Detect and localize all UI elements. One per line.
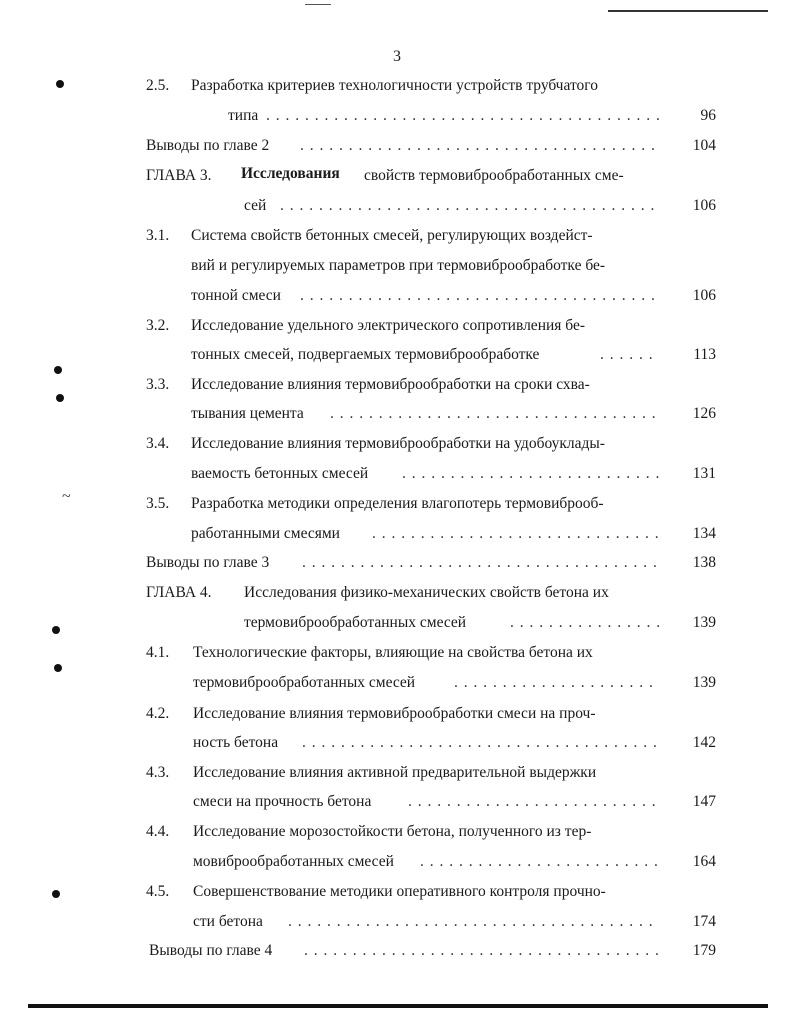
toc-title: сти бетона (193, 913, 263, 930)
toc-page-number: 113 (693, 346, 716, 363)
toc-title: Исследования физико-механических свойств бетона их (244, 584, 609, 601)
toc-label: 3.1. (146, 227, 170, 244)
toc-leader-dots: . . . . . . . . . . . . . . . . (510, 614, 662, 631)
toc-page-number: 164 (692, 853, 716, 870)
toc-leader-dots: . . . . . . . . . . . . . . . . . . . . . . . . . . . . . . . . . . . . . . . . . (266, 107, 661, 124)
toc-leader-dots: . . . . . . . . . . . . . . . . . . . . . . . . . . . . . . . . . . . . . (302, 554, 658, 571)
toc-title: термовиброобработанных смесей (193, 674, 416, 691)
toc-leader-dots: . . . . . . . . . . . . . . . . . . . . . . . . . . . . . . . . . . . . . (300, 287, 656, 304)
toc-page-number: 139 (692, 614, 716, 631)
toc-title: тывания цемента (191, 405, 304, 422)
toc-label: 2.5. (146, 77, 170, 94)
toc-title: сей (244, 197, 267, 214)
toc-label: 3.4. (146, 435, 170, 452)
toc-title: Выводы по главе 3 (146, 554, 270, 571)
toc-label: ГЛАВА 4. (146, 584, 212, 601)
toc-title-bold: Исследования (241, 165, 340, 182)
scan-bottom-edge (28, 1004, 768, 1008)
toc-leader-dots: . . . . . . . . . . . . . . . . . . . . . . . . . . . . . . . . . . . . . (302, 734, 658, 751)
toc-leader-dots: . . . . . . . . . . . . . . . . . . . . . . . . . . (408, 793, 657, 810)
toc-leader-dots: . . . . . . . . . . . . . . . . . . . . . (454, 674, 654, 691)
toc-label: 3.3. (146, 376, 170, 393)
toc-page-number: 147 (692, 793, 716, 810)
toc-label: 3.5. (146, 495, 170, 512)
toc-label: 4.4. (146, 823, 170, 840)
scan-top-line-left (305, 4, 331, 5)
toc-title: ваемость бетонных смесей (191, 465, 369, 482)
page-number: 3 (393, 48, 401, 65)
toc-title: термовиброобработанных смесей (244, 614, 467, 631)
toc-page-number: 134 (692, 525, 716, 542)
toc-title: Исследование удельного электрического сопротивления бе- (191, 317, 586, 334)
toc-page-number: 179 (692, 942, 716, 959)
toc-leader-dots: . . . . . . . . . . . . . . . . . . . . . . . . . . . . . . . . . . . . . (300, 137, 656, 154)
toc-page-number: 131 (692, 465, 716, 482)
toc-leader-dots: . . . . . . . . . . . . . . . . . . . . . . . . . . . . . . . . . . . . . (304, 942, 660, 959)
toc-title: свойств термовиброобработанных сме- (364, 167, 624, 184)
binder-hole-mark (52, 626, 60, 634)
toc-label: 4.1. (146, 644, 170, 661)
toc-label: 3.2. (146, 317, 170, 334)
toc-leader-dots: . . . . . . . . . . . . . . . . . . . . . . . . . (420, 853, 659, 870)
toc-title: Исследование морозостойкости бетона, полученного из тер- (193, 823, 592, 840)
toc-leader-dots: . . . . . . . . . . . . . . . . . . . . . . . . . . . . . . . . . . (330, 405, 657, 422)
toc-leader-dots: . . . . . . (600, 346, 654, 363)
toc-leader-dots: . . . . . . . . . . . . . . . . . . . . . . . . . . . . . . . . . . . . . . (288, 913, 654, 930)
toc-title: Исследование влияния термовиброобработки на сроки схва- (191, 376, 590, 393)
toc-page-number: 106 (692, 197, 716, 214)
toc-title: Исследование влияния термовиброобработки на удобоуклады- (191, 435, 605, 452)
scan-top-line-right (608, 10, 768, 12)
toc-title: Разработка методики определения влагопотерь термовиброоб- (191, 495, 604, 512)
toc-page-number: 106 (692, 287, 716, 304)
toc-title: работанными смесями (191, 525, 340, 542)
toc-title: Система свойств бетонных смесей, регулирующих воздейст- (191, 227, 593, 244)
toc-title: Исследование влияния активной предварительной выдержки (193, 764, 597, 781)
toc-label: 4.3. (146, 764, 170, 781)
toc-title: тонных смесей, подвергаемых термовиброобработке (191, 346, 540, 363)
toc-title: Исследование влияния термовиброобработки смеси на проч- (193, 705, 596, 722)
toc-leader-dots: . . . . . . . . . . . . . . . . . . . . . . . . . . . . . . . . . . . . . . . (280, 197, 656, 214)
toc-page-number: 126 (692, 405, 716, 422)
toc-title: тонной смеси (191, 287, 281, 304)
toc-page-number: 139 (692, 674, 716, 691)
toc-label: 4.5. (146, 883, 170, 900)
binder-hole-mark (56, 394, 64, 402)
binder-hole-mark (56, 80, 64, 88)
toc-leader-dots: . . . . . . . . . . . . . . . . . . . . . . . . . . . (402, 465, 661, 482)
toc-title: мовиброобработанных смесей (193, 853, 394, 870)
toc-title: Разработка критериев технологичности устройств трубчатого (191, 77, 598, 94)
toc-title: смеси на прочность бетона (193, 793, 372, 810)
toc-title: Совершенствование методики оперативного контроля прочно- (193, 883, 606, 900)
toc-title: типа (228, 107, 259, 124)
toc-title: Выводы по главе 4 (149, 942, 273, 959)
binder-hole-mark (52, 890, 60, 898)
toc-label: ГЛАВА 3. (146, 167, 212, 184)
binder-hole-mark (54, 664, 62, 672)
toc-page-number: 96 (700, 107, 716, 124)
toc-page-number: 104 (692, 137, 716, 154)
scan-mark: ~ (62, 488, 71, 505)
toc-page-number: 142 (692, 734, 716, 751)
toc-title: Технологические факторы, влияющие на свойства бетона их (193, 644, 593, 661)
toc-page-number: 138 (692, 554, 716, 571)
toc-title: ность бетона (193, 734, 279, 751)
toc-page-number: 174 (692, 913, 716, 930)
toc-label: 4.2. (146, 705, 170, 722)
toc-title: вий и регулируемых параметров при термовиброобработке бе- (191, 257, 606, 274)
toc-leader-dots: . . . . . . . . . . . . . . . . . . . . . . . . . . . . . . (372, 525, 660, 542)
toc-title: Выводы по главе 2 (146, 137, 270, 154)
binder-hole-mark (54, 366, 62, 374)
